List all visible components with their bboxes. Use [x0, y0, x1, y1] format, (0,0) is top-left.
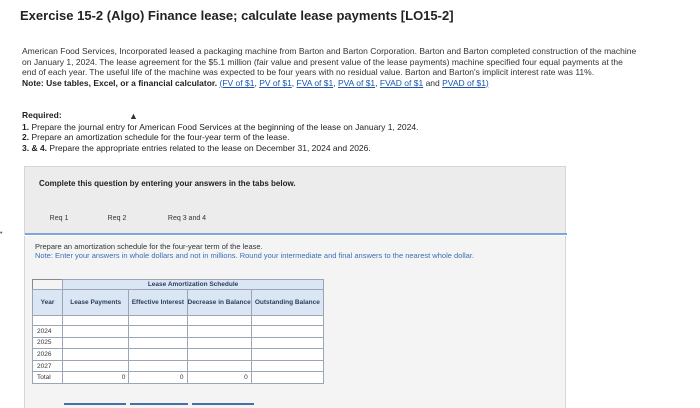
required-item-3-text: Prepare the appropriate entries related to the lease on December 31, 2024 and 2026. — [49, 142, 371, 153]
link-fvad-of-1[interactable]: FVAD of $1 — [379, 77, 424, 88]
blank-cell — [187, 316, 251, 326]
outstanding-balance-2026-input[interactable] — [251, 349, 323, 361]
blank-cell — [63, 316, 129, 326]
year-2025: 2025 — [33, 337, 63, 349]
link-pv-of-1[interactable]: PV of $1 — [259, 77, 292, 88]
year-2024: 2024 — [33, 326, 63, 338]
mouse-cursor-icon: ▲ — [129, 111, 138, 121]
header-outstanding-balance: Outstanding Balance — [251, 290, 323, 316]
schedule-caption: Lease Amortization Schedule — [63, 280, 324, 290]
lease-payment-2027-input[interactable] — [63, 360, 129, 372]
corner-blank — [33, 280, 63, 290]
link-fva-of-1[interactable]: FVA of $1 — [296, 77, 334, 88]
lease-payment-2025-input[interactable] — [63, 337, 129, 349]
content-line-1: Prepare an amortization schedule for the four-year term of the lease. — [35, 242, 263, 251]
note-label: Note: Use tables, Excel, or a financial calculator. — [22, 77, 218, 88]
header-effective-interest: Effective Interest — [129, 290, 187, 316]
required-item-2-num: 2. — [22, 132, 30, 142]
required-item-1-num: 1. — [22, 121, 30, 132]
required-item-2 — [22, 132, 418, 143]
content-instructions — [35, 242, 555, 260]
edge-marker-icon: • — [0, 230, 3, 237]
header-year: Year — [33, 290, 63, 316]
blank-cell — [129, 316, 187, 326]
total-underline-3 — [192, 403, 254, 405]
content-line-2 — [35, 251, 555, 260]
lease-payment-2024-input[interactable] — [63, 326, 129, 338]
required-section — [22, 110, 418, 153]
required-item-3-num: 3. & 4. — [22, 142, 48, 153]
link-fv-of-1[interactable]: (FV of $1 — [219, 77, 255, 88]
blank-cell — [33, 316, 63, 326]
tab-bar — [24, 205, 566, 235]
year-2026: 2026 — [33, 349, 63, 361]
required-heading: Required: — [22, 110, 62, 120]
effective-interest-2025-input[interactable] — [129, 337, 187, 349]
lease-payment-2026-input[interactable] — [63, 349, 129, 361]
decrease-balance-2025-input[interactable] — [187, 337, 251, 349]
tab-underline — [25, 233, 567, 235]
decrease-balance-2024-input[interactable] — [187, 326, 251, 338]
required-item-3 — [22, 143, 418, 154]
outstanding-balance-2024-input[interactable] — [251, 326, 323, 338]
tab-req-2[interactable]: Req 2 — [93, 205, 141, 235]
tab-req-3-and-4[interactable]: Req 3 and 4 — [141, 205, 233, 235]
required-item-1 — [22, 122, 418, 133]
effective-interest-2026-input[interactable] — [129, 349, 187, 361]
tab-req-1[interactable]: Req 1 — [49, 215, 69, 222]
total-effective-interest: 0 — [129, 372, 187, 384]
outstanding-balance-start-input[interactable] — [251, 316, 323, 326]
decrease-balance-2027-input[interactable] — [187, 360, 251, 372]
total-decrease-balance: 0 — [187, 372, 251, 384]
year-total: Total — [33, 372, 63, 384]
note-line: Note: Use tables, Excel, or a financial calculator. (FV of $1, PV of $1, FVA of $1, PVA of $1, FVAD of $1 and PVAD of $1) — [22, 77, 489, 88]
header-lease-payments: Lease Payments — [63, 290, 129, 316]
content-note-label: Note: — [35, 251, 53, 260]
amortization-table — [32, 279, 324, 384]
note-and: and — [425, 77, 440, 88]
effective-interest-2024-input[interactable] — [129, 326, 187, 338]
link-pva-of-1[interactable]: PVA of $1 — [337, 77, 376, 88]
total-underline-2 — [130, 403, 188, 405]
total-underline-1 — [64, 403, 126, 405]
total-outstanding-blank — [251, 372, 323, 384]
problem-statement — [22, 46, 637, 88]
outstanding-balance-2025-input[interactable] — [251, 337, 323, 349]
link-pvad-of-1[interactable]: PVAD of $1) — [442, 77, 489, 88]
header-decrease-in-balance: Decrease in Balance — [187, 290, 251, 316]
required-item-1-text: Prepare the journal entry for American Food Services at the beginning of the lease on January 1, 2024. — [31, 121, 419, 132]
instruction-panel-text: Complete this question by entering your answers in the tabs below. — [39, 179, 296, 188]
exercise-title: Exercise 15-2 (Algo) Finance lease; calculate lease payments [LO15-2] — [20, 8, 454, 23]
year-2027: 2027 — [33, 360, 63, 372]
effective-interest-2027-input[interactable] — [129, 360, 187, 372]
decrease-balance-2026-input[interactable] — [187, 349, 251, 361]
outstanding-balance-2027-input[interactable] — [251, 360, 323, 372]
problem-text: American Food Services, Incorporated leased a packaging machine from Barton and Barton Corporation. Barton and Barton completed construction of the machine on January 1, 2024. The lease agreement for the $5.1 million (fair value and present value of the lease payments) machine specified four equal payments at the end of each year. The useful life of the machine was expected to be four years with no residual value. Barton and Barton's implicit interest rate was 11%. — [22, 46, 637, 77]
total-lease-payments: 0 — [63, 372, 129, 384]
content-note-text: Enter your answers in whole dollars and not in millions. Round your intermediate and final answers to the nearest whole dollar. — [52, 251, 474, 260]
required-item-2-text: Prepare an amortization schedule for the four-year term of the lease. — [31, 132, 290, 142]
